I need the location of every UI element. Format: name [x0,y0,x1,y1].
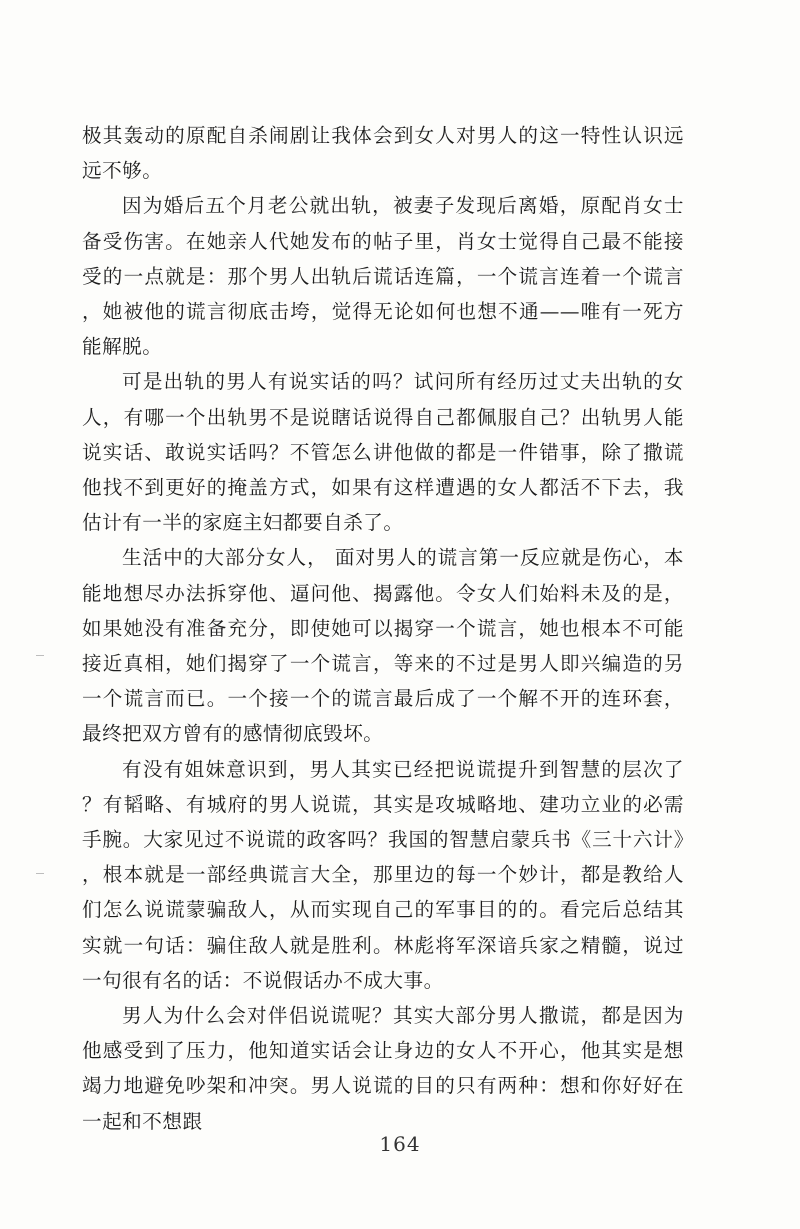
scan-mark [36,873,44,874]
paragraph-3: 可是出轨的男人有说实话的吗？试问所有经历过丈夫出轨的女人，有哪一个出轨男不是说瞎话说得自己都佩服自己？出轨男人能说实话、敢说实话吗？不管怎么讲他做的都是一件错事，除了撒谎他找不到更好的掩盖方式，如果有这样遭遇的女人都活不下去，我估计有一半的家庭主妇都要自杀了。 [82,370,684,535]
paragraph-2: 因为婚后五个月老公就出轨，被妻子发现后离婚，原配肖女士备受伤害。在她亲人代她发布的帖子里，肖女士觉得自己最不能接受的一点就是：那个男人出轨后谎话连篇，一个谎言连着一个谎言，她被他的谎言彻底击垮，觉得无论如何也想不通——唯有一死方能解脱。 [82,194,684,359]
page-number: 164 [379,1132,421,1156]
body-text [82,118,684,1139]
scan-mark [36,655,44,656]
paragraph-4: 生活中的大部分女人， 面对男人的谎言第一反应就是伤心，本能地想尽办法拆穿他、逼问他、揭露他。令女人们始料未及的是，如果她没有准备充分，即使她可以揭穿一个谎言，她也根本不可能接近真相，她们揭穿了一个谎言，等来的不过是男人即兴编造的另一个谎言而已。一个接一个的谎言最后成了一个解不开的连环套，最终把双方曾有的感情彻底毁坏。 [82,546,684,746]
paragraph-6: 男人为什么会对伴侣说谎呢？其实大部分男人撒谎，都是因为他感受到了压力，他知道实话会让身边的女人不开心，他其实是想竭力地避免吵架和冲突。男人说谎的目的只有两种：想和你好好在一起和不想跟 [82,1004,684,1133]
paragraph-1: 极其轰动的原配自杀闹剧让我体会到女人对男人的这一特性认识远远不够。 [82,124,684,183]
paragraph-5: 有没有姐妹意识到，男人其实已经把说谎提升到智慧的层次了？有韬略、有城府的男人说谎，其实是攻城略地、建功立业的必需手腕。大家见过不说谎的政客吗？我国的智慧启蒙兵书《三十六计》，根本就是一部经典谎言大全，那里边的每一个妙计，都是教给人们怎么说谎蒙骗敌人，从而实现自己的军事目的的。看完后总结其实就一句话：骗住敌人就是胜利。林彪将军深谙兵家之精髓，说过一句很有名的话：不说假话办不成大事。 [82,757,684,992]
